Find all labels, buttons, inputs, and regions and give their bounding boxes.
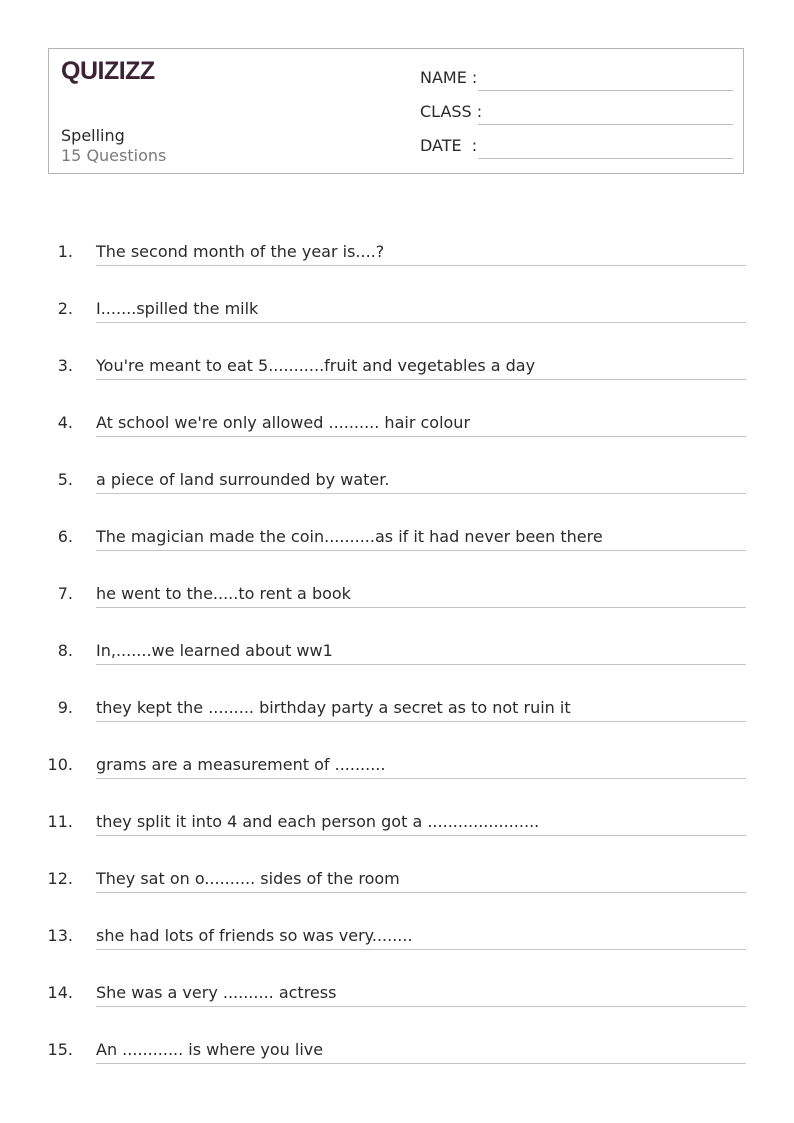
question-item[interactable]: [0, 754, 794, 780]
class-label: CLASS :: [420, 102, 483, 121]
question-number: 10.: [47, 755, 73, 774]
question-item[interactable]: [0, 697, 794, 723]
question-number: 6.: [57, 527, 73, 546]
question-text: grams are a measurement of ..........: [96, 755, 386, 774]
question-number: 12.: [47, 869, 73, 888]
question-number: 3.: [57, 356, 73, 375]
question-text: She was a very .......... actress: [96, 983, 337, 1002]
answer-line[interactable]: [96, 436, 746, 437]
question-text: she had lots of friends so was very........: [96, 926, 413, 945]
question-text: they split it into 4 and each person got a ......................: [96, 812, 540, 831]
answer-line[interactable]: [96, 607, 746, 608]
date-line[interactable]: [478, 158, 733, 159]
answer-line[interactable]: [96, 550, 746, 551]
date-field[interactable]: [420, 136, 733, 160]
answer-line[interactable]: [96, 835, 746, 836]
question-number: 13.: [47, 926, 73, 945]
answer-line[interactable]: [96, 322, 746, 323]
class-field[interactable]: [420, 102, 733, 126]
name-field[interactable]: [420, 68, 733, 92]
worksheet-title: Spelling: [61, 126, 125, 145]
answer-line[interactable]: [96, 493, 746, 494]
name-line[interactable]: [478, 90, 733, 91]
answer-line[interactable]: [96, 1006, 746, 1007]
worksheet-header: [48, 48, 744, 174]
question-item[interactable]: [0, 925, 794, 951]
question-text: An ............ is where you live: [96, 1040, 324, 1059]
answer-line[interactable]: [96, 664, 746, 665]
question-text: In,.......we learned about ww1: [96, 641, 333, 660]
question-number: 5.: [57, 470, 73, 489]
question-number: 4.: [57, 413, 73, 432]
question-item[interactable]: [0, 982, 794, 1008]
answer-line[interactable]: [96, 949, 746, 950]
question-text: The magician made the coin..........as if it had never been there: [96, 527, 603, 546]
question-text: The second month of the year is....?: [96, 242, 385, 261]
question-item[interactable]: [0, 298, 794, 324]
name-label: NAME :: [420, 68, 478, 87]
question-item[interactable]: [0, 640, 794, 666]
question-number: 8.: [57, 641, 73, 660]
quizizz-logo: QUIZIZZ: [61, 57, 155, 85]
question-item[interactable]: [0, 1039, 794, 1065]
question-item[interactable]: [0, 526, 794, 552]
question-text: he went to the.....to rent a book: [96, 584, 351, 603]
question-number: 2.: [57, 299, 73, 318]
answer-line[interactable]: [96, 265, 746, 266]
answer-line[interactable]: [96, 778, 746, 779]
question-text: At school we're only allowed .......... hair colour: [96, 413, 471, 432]
question-item[interactable]: [0, 412, 794, 438]
question-number: 9.: [57, 698, 73, 717]
answer-line[interactable]: [96, 892, 746, 893]
question-number: 15.: [47, 1040, 73, 1059]
answer-line[interactable]: [96, 379, 746, 380]
question-number: 11.: [47, 812, 73, 831]
question-number: 14.: [47, 983, 73, 1002]
question-text: they kept the ......... birthday party a secret as to not ruin it: [96, 698, 571, 717]
question-item[interactable]: [0, 241, 794, 267]
question-number: 1.: [57, 242, 73, 261]
question-text: They sat on o.......... sides of the room: [96, 869, 400, 888]
answer-line[interactable]: [96, 1063, 746, 1064]
answer-line[interactable]: [96, 721, 746, 722]
question-text: I.......spilled the milk: [96, 299, 259, 318]
class-line[interactable]: [478, 124, 733, 125]
question-count: 15 Questions: [61, 146, 167, 165]
question-item[interactable]: [0, 355, 794, 381]
question-text: You're meant to eat 5...........fruit and vegetables a day: [96, 356, 536, 375]
question-item[interactable]: [0, 811, 794, 837]
question-item[interactable]: [0, 868, 794, 894]
question-item[interactable]: [0, 583, 794, 609]
question-number: 7.: [57, 584, 73, 603]
question-item[interactable]: [0, 469, 794, 495]
question-text: a piece of land surrounded by water.: [96, 470, 390, 489]
date-label: DATE :: [420, 136, 478, 155]
